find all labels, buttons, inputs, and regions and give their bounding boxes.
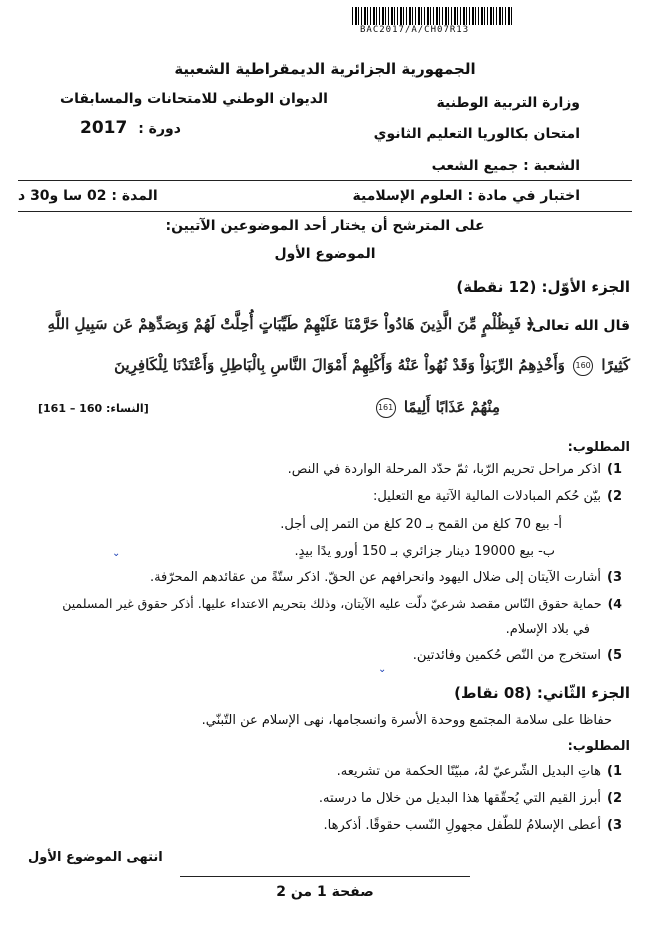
- verse-number-marker: 161: [376, 398, 396, 418]
- question-number: 3): [607, 570, 622, 585]
- verse-text: وَأَخْذِهِمُ الرِّبَوٰاْ وَقَدْ نُهُواْ عَنْهُ وَأَكْلِهِمْ أَمْوَالَ النَّاسِ بِالْبَاطِلِ وَأَعْتَدْنَا لِلْكَافِرِينَ: [114, 356, 565, 374]
- verse-reference: [النساء: 160 – 161]: [38, 402, 149, 415]
- verse-text-end: مِنْهُمْ عَذَابًا أَلِيمًا: [403, 398, 500, 416]
- footer-divider: [180, 876, 470, 877]
- session: [80, 118, 181, 138]
- part2-required: المطلوب:: [567, 739, 630, 754]
- exam-title: امتحان بكالوريا التعليم الثانوي: [373, 126, 580, 142]
- page-number: صفحة 1 من 2: [276, 884, 374, 900]
- pen-mark: ⌄: [378, 664, 387, 675]
- part2-intro: حفاظا على سلامة المجتمع ووحدة الأسرة وانسجامها، نهى الإسلام عن التّبنّي.: [201, 713, 612, 728]
- question-text: استخرج من النّص حُكمين وفائدتين.: [412, 648, 601, 663]
- question-number: 2): [607, 489, 622, 504]
- part1-title: الجزء الأوّل: (12 نقطة): [456, 278, 630, 296]
- verse-line-1: ﴿ فَبِظُلْمٍ مِّنَ الَّذِينَ هَادُواْ حَرَّمْنَا عَلَيْهِمْ طَيِّبَاتٍ أُحِلَّتْ لَهُمْ وَبِصَدِّهِمْ عَن سَبِيلِ اللَّهِ: [47, 315, 535, 333]
- question-text: أبرز القيم التي يُحقّقها هذا البديل من خلال ما درسته.: [318, 791, 601, 806]
- ministry-name: وزارة التربية الوطنية: [436, 95, 580, 111]
- subject: اختبار في مادة : العلوم الإسلامية: [352, 188, 580, 204]
- question-number: 5): [607, 648, 622, 663]
- question-3: [150, 570, 622, 585]
- question-4-continued: في بلاد الإسلام.: [505, 622, 590, 637]
- verse-word: كَثِيرًا: [601, 356, 630, 374]
- part1-required: المطلوب:: [567, 440, 630, 455]
- session-label: دورة :: [138, 121, 181, 137]
- office-name: الديوان الوطني للامتحانات والمسابقات: [60, 91, 328, 107]
- barcode-image: [352, 7, 512, 25]
- question-number: 4): [607, 596, 622, 611]
- subject-divider: [18, 211, 632, 212]
- quote-intro: قال الله تعالى:: [525, 318, 630, 334]
- part2-question-3: [324, 818, 622, 833]
- question-5: [413, 648, 622, 663]
- question-text: أعطى الإسلامُ للطّفل مجهولِ النّسب حقوقًا. أذكرها.: [323, 818, 601, 833]
- topic-title: الموضوع الأول: [274, 246, 376, 262]
- duration: المدة : 02 سا و30 د: [18, 188, 158, 204]
- choose-instruction: على المترشح أن يختار أحد الموضوعين الآتيين:: [165, 218, 485, 234]
- question-4: [62, 596, 622, 611]
- question-text: هاتِ البديل الشّرعيّ لهُ، مبيّنًا الحكمة من تشريعه.: [336, 764, 601, 779]
- part2-question-1: [337, 764, 622, 779]
- question-2b: ب- بيع 19000 دينار جزائري بـ 150 أورو يدًا بيدٍ.: [294, 544, 555, 559]
- question-2a: أ- بيع 70 كلغ من القمح بـ 20 كلغ من التمر إلى أجل.: [280, 517, 562, 532]
- pen-mark: ⌄: [112, 548, 121, 559]
- part2-question-2: [319, 791, 622, 806]
- question-number: 3): [607, 818, 622, 833]
- header-divider: [18, 180, 632, 181]
- republic-title: الجمهورية الجزائرية الديمقراطية الشعبية: [174, 60, 476, 78]
- question-2: [373, 489, 622, 504]
- question-text: حماية حقوق النّاس مقصد شرعيّ دلّت عليه الآيتان، وذلك بتحريم الاعتداء عليها. أذكر حقوق غير المسلمين: [62, 596, 602, 611]
- question-text: بيّن حُكم المبادلات المالية الآتية مع التعليل:: [372, 489, 601, 504]
- question-text: أشارت الآيتان إلى ضلال اليهود وانحرافهم عن الحقّ. اذكر ستّةً من عقائدهم المحرّفة.: [149, 570, 601, 585]
- end-topic: انتهى الموضوع الأول: [28, 850, 163, 865]
- question-number: 1): [607, 764, 622, 779]
- question-number: 1): [607, 462, 622, 477]
- part2-title: الجزء الثّاني: (08 نقاط): [454, 684, 630, 702]
- question-text: اذكر مراحل تحريم الرّبا، ثمّ حدّد المرحلة الواردة في النص.: [287, 462, 601, 477]
- verse-line-2: [114, 356, 630, 376]
- question-number: 2): [607, 791, 622, 806]
- verse-line-3: [373, 398, 500, 418]
- exam-code: BAC2017/A/CH07R13: [360, 25, 470, 35]
- branch: الشعبة : جميع الشعب: [431, 158, 580, 174]
- question-1: [288, 462, 622, 477]
- verse-number-marker: 160: [573, 356, 593, 376]
- session-year: 2017: [80, 118, 128, 138]
